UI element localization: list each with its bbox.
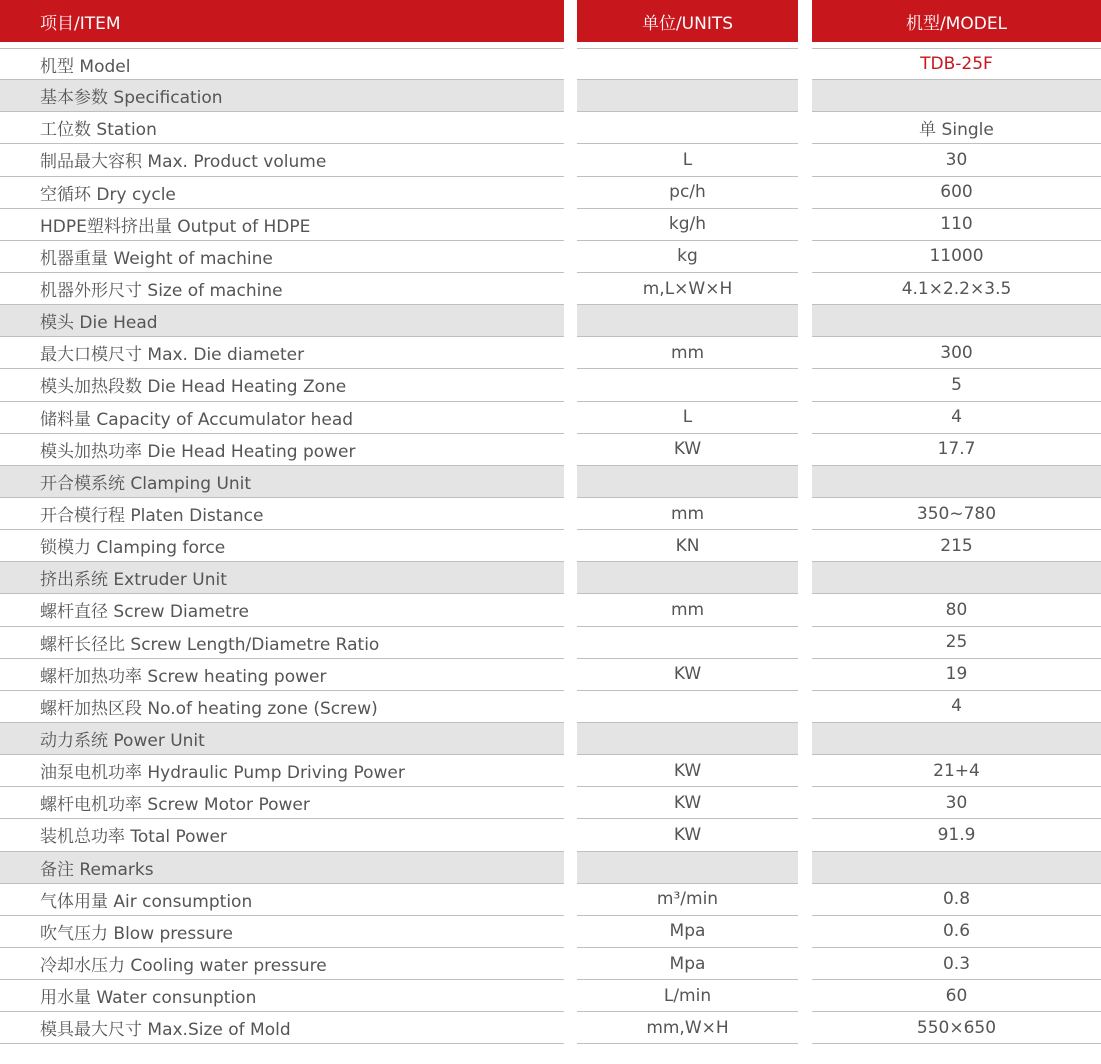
value-cell (812, 305, 1101, 337)
unit-cell (577, 723, 798, 755)
value-cell: 30 (812, 787, 1101, 819)
table-row (0, 948, 1101, 980)
table-row (0, 594, 1101, 626)
unit-cell (577, 466, 798, 498)
section-row (0, 466, 1101, 498)
table-row (0, 434, 1101, 466)
unit-cell (577, 369, 798, 401)
table-row (0, 337, 1101, 369)
item-cell: 挤出系统 Extruder Unit (0, 562, 564, 594)
item-cell: 模头 Die Head (0, 305, 564, 337)
unit-cell (577, 562, 798, 594)
table-row (0, 530, 1101, 562)
section-row (0, 80, 1101, 112)
item-cell: 装机总功率 Total Power (0, 819, 564, 851)
value-cell (812, 723, 1101, 755)
unit-cell (577, 112, 798, 144)
table-row (0, 498, 1101, 530)
table-row (0, 402, 1101, 434)
item-cell: 工位数 Station (0, 112, 564, 144)
unit-cell: KW (577, 434, 798, 466)
value-cell: TDB-25F (812, 48, 1101, 80)
item-cell: 备注 Remarks (0, 852, 564, 884)
value-cell: 0.8 (812, 884, 1101, 916)
value-cell: 0.6 (812, 916, 1101, 948)
value-cell: 80 (812, 594, 1101, 626)
table-row (0, 787, 1101, 819)
value-cell: 550×650 (812, 1012, 1101, 1044)
table-row (0, 209, 1101, 241)
item-cell: 制品最大容积 Max. Product volume (0, 144, 564, 176)
unit-cell: mm (577, 498, 798, 530)
value-cell (812, 562, 1101, 594)
item-cell: 空循环 Dry cycle (0, 177, 564, 209)
table-row (0, 884, 1101, 916)
item-cell: 模头加热功率 Die Head Heating power (0, 434, 564, 466)
value-cell: 5 (812, 369, 1101, 401)
item-cell: 模具最大尺寸 Max.Size of Mold (0, 1012, 564, 1044)
unit-cell: mm (577, 337, 798, 369)
table-row (0, 659, 1101, 691)
item-cell: 最大口模尺寸 Max. Die diameter (0, 337, 564, 369)
value-cell: 350~780 (812, 498, 1101, 530)
item-cell: 开合模系统 Clamping Unit (0, 466, 564, 498)
value-cell: 0.3 (812, 948, 1101, 980)
unit-cell: m,L×W×H (577, 273, 798, 305)
table-row (0, 241, 1101, 273)
table-row (0, 273, 1101, 305)
value-cell: 单 Single (812, 112, 1101, 144)
unit-cell (577, 627, 798, 659)
value-cell: 17.7 (812, 434, 1101, 466)
item-cell: 螺杆长径比 Screw Length/Diametre Ratio (0, 627, 564, 659)
item-cell: 螺杆加热功率 Screw heating power (0, 659, 564, 691)
item-cell: 螺杆直径 Screw Diametre (0, 594, 564, 626)
value-cell: 4 (812, 691, 1101, 723)
unit-cell: Mpa (577, 948, 798, 980)
item-cell: 开合模行程 Platen Distance (0, 498, 564, 530)
table-row (0, 691, 1101, 723)
unit-cell: kg (577, 241, 798, 273)
unit-cell: kg/h (577, 209, 798, 241)
item-cell: 动力系统 Power Unit (0, 723, 564, 755)
table-row (0, 48, 1101, 80)
unit-cell (577, 80, 798, 112)
unit-cell: mm,W×H (577, 1012, 798, 1044)
section-row (0, 723, 1101, 755)
item-cell: 机型 Model (0, 48, 564, 80)
header-model: 机型/MODEL (812, 0, 1101, 42)
item-cell: 模头加热段数 Die Head Heating Zone (0, 369, 564, 401)
table-row (0, 112, 1101, 144)
unit-cell: m³/min (577, 884, 798, 916)
value-cell: 300 (812, 337, 1101, 369)
item-cell: 气体用量 Air consumption (0, 884, 564, 916)
unit-cell (577, 852, 798, 884)
item-cell: 吹气压力 Blow pressure (0, 916, 564, 948)
item-cell: 机器重量 Weight of machine (0, 241, 564, 273)
item-cell: 锁模力 Clamping force (0, 530, 564, 562)
value-cell: 21+4 (812, 755, 1101, 787)
table-row (0, 369, 1101, 401)
unit-cell: L (577, 144, 798, 176)
unit-cell: L (577, 402, 798, 434)
section-row (0, 305, 1101, 337)
value-cell (812, 466, 1101, 498)
unit-cell: KW (577, 787, 798, 819)
header-item: 项目/ITEM (0, 0, 564, 42)
value-cell (812, 80, 1101, 112)
table-row (0, 819, 1101, 851)
table-row (0, 980, 1101, 1012)
table-row (0, 627, 1101, 659)
value-cell: 25 (812, 627, 1101, 659)
value-cell: 4.1×2.2×3.5 (812, 273, 1101, 305)
table-row (0, 144, 1101, 176)
item-cell: HDPE塑料挤出量 Output of HDPE (0, 209, 564, 241)
unit-cell: Mpa (577, 916, 798, 948)
table-row (0, 1012, 1101, 1044)
table-row (0, 177, 1101, 209)
section-row (0, 562, 1101, 594)
item-cell: 螺杆加热区段 No.of heating zone (Screw) (0, 691, 564, 723)
value-cell: 600 (812, 177, 1101, 209)
item-cell: 螺杆电机功率 Screw Motor Power (0, 787, 564, 819)
value-cell: 4 (812, 402, 1101, 434)
item-cell: 冷却水压力 Cooling water pressure (0, 948, 564, 980)
unit-cell (577, 48, 798, 80)
value-cell: 91.9 (812, 819, 1101, 851)
unit-cell (577, 305, 798, 337)
item-cell: 机器外形尺寸 Size of machine (0, 273, 564, 305)
table-row (0, 755, 1101, 787)
unit-cell: mm (577, 594, 798, 626)
unit-cell: KW (577, 819, 798, 851)
unit-cell: pc/h (577, 177, 798, 209)
unit-cell: L/min (577, 980, 798, 1012)
spec-table (0, 48, 1101, 1044)
value-cell: 19 (812, 659, 1101, 691)
value-cell (812, 852, 1101, 884)
item-cell: 储料量 Capacity of Accumulator head (0, 402, 564, 434)
section-row (0, 852, 1101, 884)
value-cell: 60 (812, 980, 1101, 1012)
unit-cell (577, 691, 798, 723)
value-cell: 110 (812, 209, 1101, 241)
value-cell: 215 (812, 530, 1101, 562)
unit-cell: KW (577, 659, 798, 691)
item-cell: 用水量 Water consunption (0, 980, 564, 1012)
header-units: 单位/UNITS (577, 0, 798, 42)
item-cell: 油泵电机功率 Hydraulic Pump Driving Power (0, 755, 564, 787)
value-cell: 30 (812, 144, 1101, 176)
table-row (0, 916, 1101, 948)
unit-cell: KN (577, 530, 798, 562)
value-cell: 11000 (812, 241, 1101, 273)
unit-cell: KW (577, 755, 798, 787)
item-cell: 基本参数 Specification (0, 80, 564, 112)
